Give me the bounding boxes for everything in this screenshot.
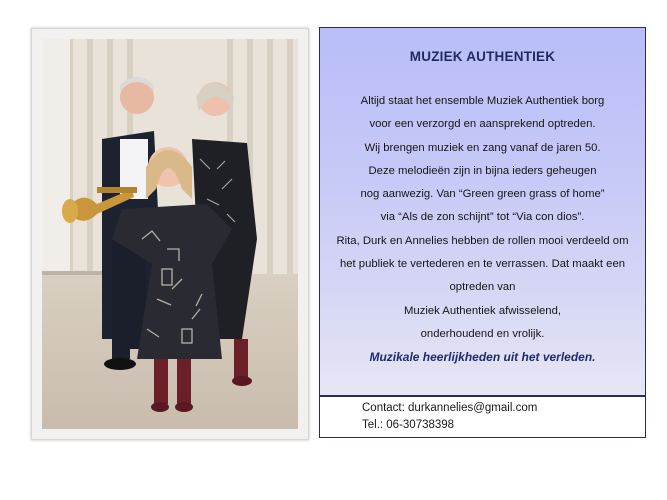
description-text	[320, 90, 645, 346]
flyer-title: MUZIEK AUTHENTIEK	[409, 49, 556, 64]
description-line: voor een verzorgd en aansprekend optreden.	[369, 118, 596, 131]
description-line: het publiek te vertederen en te verrassen. Dat maakt een	[339, 258, 626, 271]
ensemble-photo	[42, 39, 298, 429]
contact-email[interactable]: Contact: durkannelies@gmail.com	[362, 402, 538, 414]
description-line: Wij brengen muziek en zang vanaf de jaren 50.	[364, 141, 601, 154]
ensemble-photo-illustration	[42, 39, 298, 429]
description-line: onderhoudend en vrolijk.	[420, 327, 545, 340]
description-line: Rita, Durk en Annelies hebben de rollen mooi verdeeld om	[336, 234, 629, 247]
description-line: optreden van	[449, 281, 516, 294]
description-line: nog aanwezig. Van “Green green grass of home”	[360, 188, 605, 201]
photo-frame	[31, 28, 309, 440]
description-line: Deze melodieën zijn in bijna ieders geheugen	[368, 164, 597, 177]
contact-phone[interactable]: Tel.: 06-30738398	[362, 419, 455, 431]
description-line: Altijd staat het ensemble Muziek Authentiek borg	[360, 95, 605, 107]
description-line: Muziek Authentiek afwisselend,	[404, 304, 561, 317]
contact-box	[319, 396, 646, 438]
tagline: Muzikale heerlijkheden uit het verleden.	[369, 350, 596, 364]
description-line: via “Als de zon schijnt” tot “Via con dios”.	[380, 211, 585, 224]
info-panel	[319, 27, 646, 396]
